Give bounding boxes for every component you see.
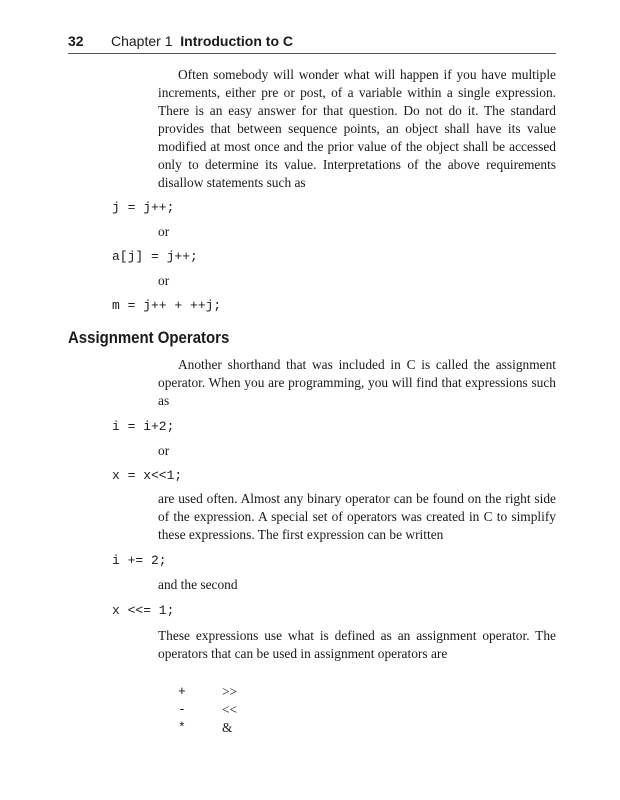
section-heading: Assignment Operators [68,328,230,347]
code-example: m = j++ + ++j; [112,298,222,313]
operator-item: - [178,702,186,717]
chapter-label [111,33,293,49]
code-example: a[j] = j++; [112,249,198,264]
connector-text: and the second [158,577,238,592]
paragraph-binary-operators: are used often. Almost any binary operator can be found on the right side of the expression. A special set of operators was created in C to simplify these expressions. The first expression can be written [158,491,556,542]
code-example: j = j++; [112,200,175,215]
operator-item: >> [222,684,238,699]
code-example: x <<= 1; [112,603,175,618]
running-header [68,33,556,54]
code-example: x = x<<1; [112,468,183,483]
operator-item: + [178,684,186,699]
connector-or: or [158,224,170,239]
connector-or: or [158,273,170,288]
chapter-number: Chapter 1 [111,33,173,49]
connector-or: or [158,443,170,458]
operator-list-left [178,683,186,737]
operator-item: << [222,702,238,717]
paragraph-assignment-intro: Another shorthand that was included in C is called the assignment operator. When you are programming, you will find that expressions such as [158,357,556,408]
chapter-title: Introduction to C [180,33,294,49]
code-example: i += 2; [112,553,167,568]
operator-item: * [178,720,186,735]
code-example: i = i+2; [112,419,175,434]
operator-list-right [222,683,237,737]
paragraph-assignment-operators: These expressions use what is defined as an assignment operator. The operators that can be used in assignment operators are [158,628,556,661]
paragraph-sequence-points: Often somebody will wonder what will happen if you have multiple increments, either pre or post, of a variable within a single expression. There is an easy answer for that question. Do not do it. The standard provides that between sequence points, an object shall have its value modified at most once and the prior value of the object shall be accessed only to determine its value. Interpretations of the above requirements disallow statements such as [158,67,556,190]
operator-item: & [222,720,233,735]
page-number: 32 [68,33,84,49]
